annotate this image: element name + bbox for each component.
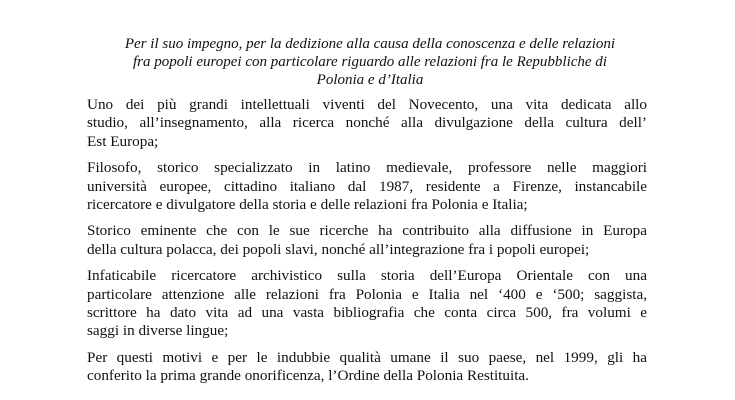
paragraph-line: Infaticabile ricercatore archivistico sulla storia dell’Europa Orientale con una: [87, 267, 647, 285]
paragraph-line: ricercatore e divulgatore della storia e delle relazioni fra Polonia e Italia;: [87, 196, 528, 214]
paragraph-line: conferito la prima grande onorificenza, l’Ordine della Polonia Restituita.: [87, 367, 529, 385]
paragraph-line: Storico eminente che con le sue ricerche ha contribuito alla diffusione in Europa: [87, 222, 647, 240]
paragraph-line: particolare attenzione alle relazioni fra Polonia e Italia nel ‘400 e ‘500; saggista,: [87, 285, 647, 303]
dedication-line: Per il suo impegno, per la dedizione alla causa della conoscenza e delle relazioni: [124, 36, 616, 52]
dedication-line: Polonia e d’Italia: [316, 72, 424, 88]
paragraph-line: Est Europa;: [87, 132, 159, 150]
motivation-body: [87, 96, 647, 394]
paragraph-line: studio, all’insegnamento, alla ricerca nonché alla divulgazione della cultura dell’: [87, 114, 647, 132]
paragraph-line: Filosofo, storico specializzato in latino medievale, professore nelle maggiori: [87, 159, 647, 177]
paragraph-historian: [87, 222, 647, 259]
paragraph-line: Per questi motivi e per le indubbie qualità umane il suo paese, nel 1999, gli ha: [87, 348, 647, 366]
dedication-line: fra popoli europei con particolare riguardo alle relazioni fra le Repubbliche di: [133, 54, 607, 70]
paragraph-line: Uno dei più grandi intellettuali viventi del Novecento, una vita dedicata allo: [87, 96, 647, 113]
paragraph-researcher: [87, 267, 647, 341]
paragraph-line: università europee, cittadino italiano dal 1987, residente a Firenze, instancabile: [87, 177, 647, 195]
paragraph-line: della cultura polacca, dei popoli slavi, nonché all’integrazione fra i popoli europei;: [87, 240, 590, 258]
paragraph-line: saggi in diverse lingue;: [87, 322, 229, 340]
paragraph-intellectual: [87, 96, 647, 151]
paragraph-line: scrittore ha dato vita ad una vasta bibliografia che conta circa 500, fra volumi e: [87, 304, 647, 322]
paragraph-philosopher: [87, 159, 647, 214]
paragraph-conclusion: [87, 349, 647, 386]
dedication-text: [70, 35, 670, 89]
